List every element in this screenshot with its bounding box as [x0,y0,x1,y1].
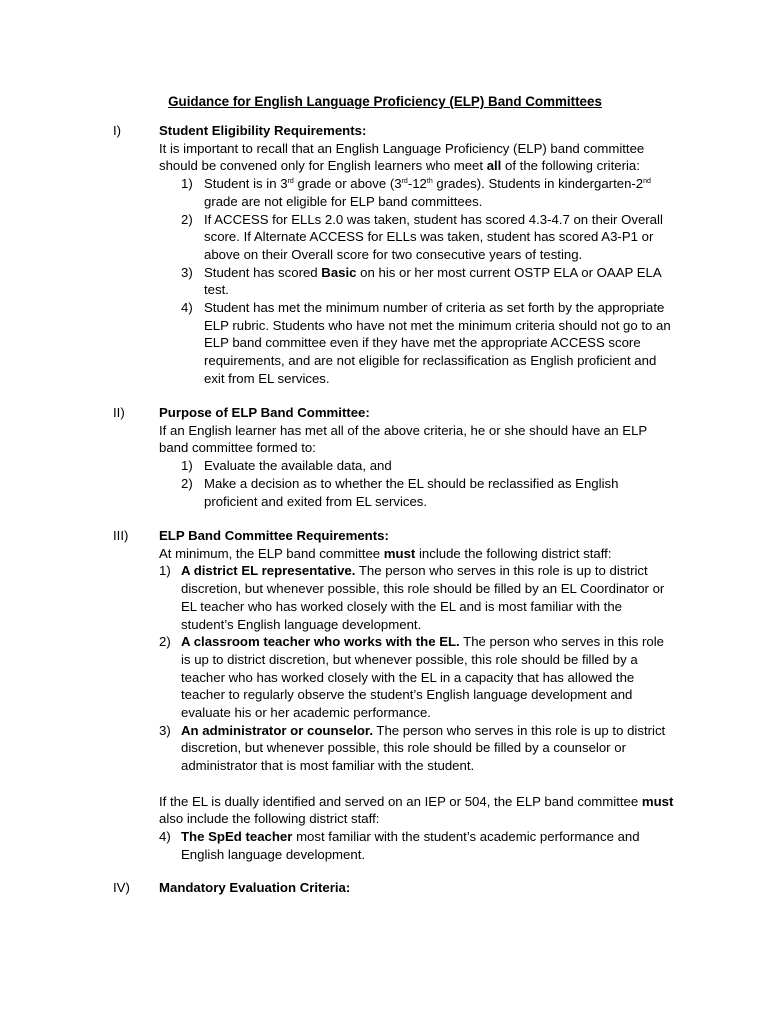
section-number: III) [113,528,129,543]
section-number: I) [113,123,122,138]
list-item: 1) Evaluate the available data, and [181,458,392,474]
section-heading: Student Eligibility Requirements: [159,123,367,138]
criteria-list [159,175,674,387]
section-heading: Mandatory Evaluation Criteria: [159,880,351,895]
section-number: IV) [113,880,130,895]
section-heading: ELP Band Committee Requirements: [159,528,389,543]
list-item: 2) A classroom teacher who works with the EL. The person who serves in this role is up to district discretion, but whenever possible, this role should be filled by a teacher who has worked closely with the EL in a capacity that has allowed the teacher to regularly observe the student’s English language development and evaluate his or her academic performance. [159,634,664,721]
list-item: 4) Student has met the minimum number of criteria as set forth by the appropriate ELP rubric. Students who have not met the minimum criteria should not go to an ELP band committee even if they have met the appropriate ACCESS score requirements, and are not eligible for reclassification as English proficient and exit from EL services. [181,300,671,386]
list-item: 2) Make a decision as to whether the EL should be reclassified as English proficient and exited from EL services. [181,475,619,509]
list-item: 2) If ACCESS for ELLs 2.0 was taken, student has scored 4.3-4.7 on their Overall score. If Alternate ACCESS for ELLs was taken, student has scored A3-P1 or above on their Overall score for two consecutive years of testing. [181,211,663,262]
list-item: 1) A district EL representative. The person who serves in this role is up to district discretion, but whenever possible, this role should be filled by an EL Coordinator or EL teacher who has worked closely with the EL and is most familiar with the student’s English language development. [159,563,665,632]
section-intro: At minimum, the ELP band committee must include the following district staff: [159,545,612,561]
list-item: 3) An administrator or counselor. The person who serves in this role is up to district discretion, but whenever possible, this role should be filled by a counselor or administrator that is most familiar with the student. [159,722,666,774]
section-number: II) [113,405,125,420]
section-heading: Purpose of ELP Band Committee: [159,405,370,420]
list-item: 3) Student has scored Basic on his or her most current OSTP ELA or OAAP ELA test. [181,264,661,298]
section-intro: If an English learner has met all of the above criteria, he or she should have an ELP band committee formed to: [159,422,647,456]
section-intro: It is important to recall that an English Language Proficiency (ELP) band committee should be convened only for English learners who meet all of the following criteria: [159,140,645,174]
document-title: Guidance for English Language Proficiency (ELP) Band Committees [168,94,602,109]
staff-list [159,562,674,774]
list-item: 1) Student is in 3rd grade or above (3rd-12th grades). Students in kindergarten-2nd grade are not eligible for ELP band committees. [181,176,651,209]
sped-list [159,828,674,863]
list-item: 4) The SpEd teacher most familiar with the student’s academic performance and English language development. [159,828,640,862]
purpose-list [159,457,674,510]
dual-identification-note: If the EL is dually identified and served on an IEP or 504, the ELP band committee must also include the following district staff: [159,793,674,827]
